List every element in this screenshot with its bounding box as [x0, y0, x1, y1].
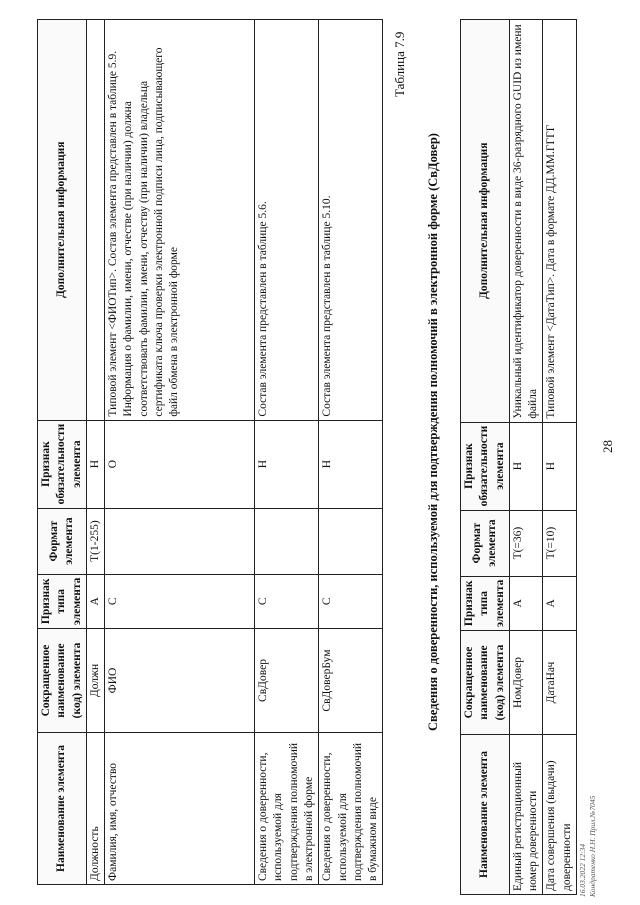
- table-cell: Единый регистрационный номер доверенности: [509, 735, 543, 895]
- header-cell: Сокращенное наименование (код) элемента: [38, 629, 87, 733]
- table-cell: Должн: [86, 629, 104, 733]
- table-cell: Н: [509, 422, 543, 510]
- elements-table-continued: [37, 19, 383, 885]
- table-cell: ДатаНач: [543, 631, 577, 735]
- table-label: Таблица 7.9: [392, 31, 407, 97]
- table-cell: Н: [86, 420, 104, 508]
- table-cell: О: [105, 420, 255, 508]
- table-cell: С: [255, 574, 319, 628]
- header-cell: Сокращенное наименование (код) элемента: [461, 631, 510, 735]
- footer-date: 16.03.2022 12:34: [578, 843, 587, 897]
- table-cell: СвДовер: [255, 629, 319, 733]
- table-cell: СвДоверБум: [319, 629, 383, 733]
- table-cell: А: [509, 576, 543, 630]
- table-cell: T(=36): [509, 510, 543, 576]
- header-cell: Признак обязательности элемента: [461, 422, 510, 510]
- table-header-row: [38, 20, 87, 885]
- table-cell: Дата совершения (выдачи) доверенности: [543, 735, 577, 895]
- table-cell: Уникальный идентификатор доверенности в виде 36-разрядного GUID из имени файла: [509, 20, 543, 423]
- page-number: 28: [600, 440, 615, 453]
- table-cell: ФИО: [105, 629, 255, 733]
- header-cell: Формат элемента: [461, 510, 510, 576]
- table-cell: [319, 508, 383, 574]
- table-row: [509, 20, 543, 895]
- table-cell: С: [105, 574, 255, 628]
- table-title: Сведения о доверенности, используемой для подтверждения полномочий в электронной форме (СвДовер): [426, 133, 440, 731]
- table-cell: Н: [319, 420, 383, 508]
- table-cell: А: [543, 576, 577, 630]
- table-cell: Должность: [86, 733, 104, 885]
- table-header-row: [461, 20, 510, 895]
- table-cell: НомДовер: [509, 631, 543, 735]
- table-row: [86, 20, 104, 885]
- table-cell: Н: [255, 420, 319, 508]
- header-cell: Дополнительная информация: [461, 20, 510, 423]
- header-cell: Признак типа элемента: [461, 576, 510, 630]
- table-row: [319, 20, 383, 885]
- table-cell: [86, 20, 104, 421]
- table-cell: Состав элемента представлен в таблице 5.6.: [255, 20, 319, 421]
- table-row: [543, 20, 577, 895]
- table-cell: С: [319, 574, 383, 628]
- table-cell: T(=10): [543, 510, 577, 576]
- header-cell: Дополнительная информация: [38, 20, 87, 421]
- table-cell: Н: [543, 422, 577, 510]
- footer-stamp: [578, 796, 598, 897]
- table-cell: Типовой элемент <ФИОТип>. Состав элемента представлен в таблице 5.9. Информация о фамилии, имени, отчестве (при наличии) должна соответствовать фамилии, имени, отчеству (при наличии) владельца сертификата ключа проверки электронной подписи лица, подписывающего файл обмена в электронной форме: [105, 20, 255, 421]
- header-cell: Признак обязательности элемента: [38, 420, 87, 508]
- header-cell: Признак типа элемента: [38, 574, 87, 628]
- table-cell: А: [86, 574, 104, 628]
- table-row: [105, 20, 255, 885]
- footer-author: Кондратенко Н.Н. Прил.№7045: [587, 795, 597, 897]
- table-cell: Типовой элемент <ДатаТип>. Дата в формате ДД.ММ.ГГГГ: [543, 20, 577, 423]
- table-cell: Состав элемента представлен в таблице 5.10.: [319, 20, 383, 421]
- table-cell: Сведения о доверенности, используемой для подтверждения полномочий в бумажном виде: [319, 733, 383, 885]
- header-cell: Формат элемента: [38, 508, 87, 574]
- table-cell: Фамилия, имя, отчество: [105, 733, 255, 885]
- svdover-table: [460, 19, 577, 895]
- table-cell: [255, 508, 319, 574]
- header-cell: Наименование элемента: [461, 735, 510, 895]
- table-cell: Сведения о доверенности, используемой для подтверждения полномочий в электронной форме: [255, 733, 319, 885]
- table-cell: [105, 508, 255, 574]
- table-cell: T(1-255): [86, 508, 104, 574]
- table-row: [255, 20, 319, 885]
- header-cell: Наименование элемента: [38, 733, 87, 885]
